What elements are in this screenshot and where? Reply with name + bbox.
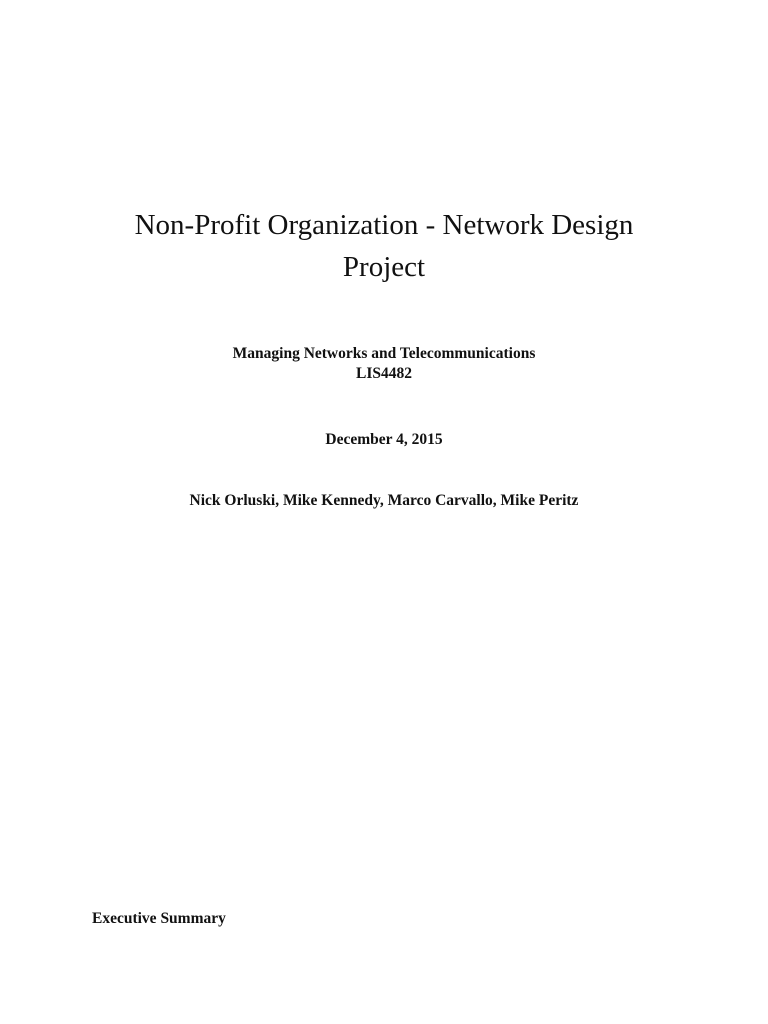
document-title <box>84 204 684 288</box>
course-code: LIS4482 <box>356 365 412 382</box>
author-list: Nick Orluski, Mike Kennedy, Marco Carvallo, Mike Peritz <box>189 492 579 509</box>
section-heading-executive-summary: Executive Summary <box>92 910 226 927</box>
document-title-line-1: Non-Profit Organization - Network Design <box>134 209 634 241</box>
course-info <box>84 344 684 384</box>
document-date: December 4, 2015 <box>325 431 443 448</box>
course-name: Managing Networks and Telecommunications <box>232 345 536 362</box>
document-title-line-2: Project <box>342 251 426 283</box>
